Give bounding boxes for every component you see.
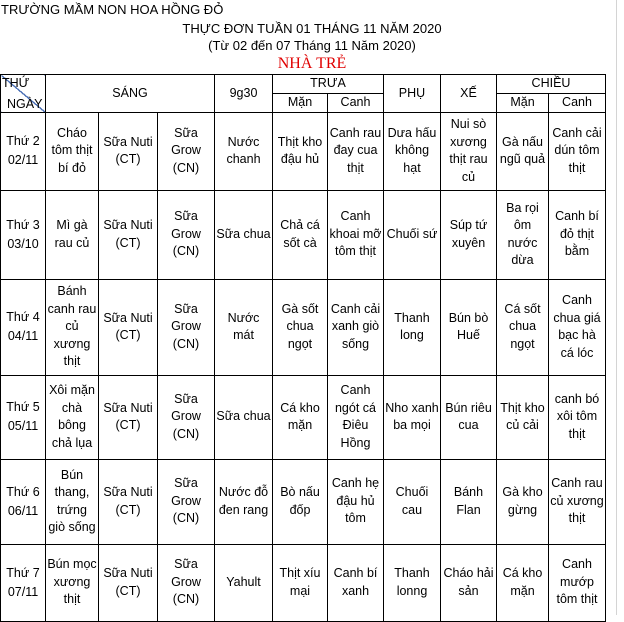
col-header-xe: XẾ [441,75,497,113]
col-header-chieu: CHIỀU [497,75,606,94]
cell-sang-milk-cn: Sữa Grow (CN) [158,544,215,621]
cell-sang-milk-cn: Sữa Grow (CN) [158,375,215,459]
day-cell [1,544,46,621]
day-date: 02/11 [7,153,39,167]
cell-sang-milk-ct: Sữa Nuti (CT) [99,112,158,190]
cell-trua-canh: Canh cải xanh giò sống [328,279,384,375]
cell-phu: Thanh lonng [384,544,441,621]
cell-chieu-canh: Canh bí đỏ thịt bằm [549,190,606,279]
cell-trua-man: Thịt kho đậu hủ [273,112,328,190]
subheader-chieu-canh: Canh [549,93,606,112]
day-date: 07/11 [7,584,39,599]
cell-chieu-canh: Canh chua giá bạc hà cá lóc [549,279,606,375]
table-row [1,459,606,544]
cell-trua-canh: Canh bí xanh [328,544,384,621]
sheet-gridline [616,0,617,615]
cell-chieu-man: Cá kho mặn [497,544,549,621]
cell-trua-canh: Canh khoai mỡ tôm thịt [328,190,384,279]
cell-xe: Cháo hải sản [441,544,497,621]
cell-chieu-canh: canh bó xôi tôm thịt [549,375,606,459]
day-name: Thứ 3 [6,217,40,232]
day-cell [1,190,46,279]
cell-chieu-canh: Canh rau củ xương thịt [549,459,606,544]
school-name: TRƯỜNG MẦM NON HOA HỒNG ĐỎ [1,2,224,17]
menu-title: THỰC ĐƠN TUẦN 01 THÁNG 11 NĂM 2020 [182,21,442,36]
cell-9g30: Nước đỗ đen rang [215,459,273,544]
subheader-chieu-man: Mặn [497,93,549,112]
cell-chieu-canh: Canh mướp tôm thịt [549,544,606,621]
day-cell [1,279,46,375]
table-row [1,279,606,375]
cell-trua-man: Gà sốt chua ngọt [273,279,328,375]
cell-sang-milk-cn: Sữa Grow (CN) [158,190,215,279]
cell-sang-dish: Mì gà rau củ [46,190,99,279]
corner-bottom-label: NGÀY [7,96,43,111]
cell-chieu-man: Gà kho gừng [497,459,549,544]
table-row [1,544,606,621]
day-name: Thứ 4 [6,310,40,324]
cell-trua-man: Chả cá sốt cà [273,190,328,279]
subheader-trua-man: Mặn [273,93,328,112]
col-header-9g30: 9g30 [215,75,273,113]
header-row [1,75,606,94]
day-name: Thứ 7 [6,565,40,580]
cell-trua-man: Cá kho mặn [273,375,328,459]
day-cell [1,375,46,459]
corner-top-label: THỨ [2,76,30,90]
cell-9g30: Nước chanh [215,112,273,190]
cell-phu: Thanh long [384,279,441,375]
cell-phu: Chuối cau [384,459,441,544]
cell-chieu-man: Gà nấu ngũ quả [497,112,549,190]
subheader-trua-canh: Canh [328,93,384,112]
cell-sang-milk-cn: Sữa Grow (CN) [158,459,215,544]
cell-xe: Bánh Flan [441,459,497,544]
cell-sang-milk-cn: Sữa Grow (CN) [158,112,215,190]
cell-sang-milk-cn: Sữa Grow (CN) [158,279,215,375]
cell-chieu-man: Cá sốt chua ngọt [497,279,549,375]
cell-phu: Nho xanh ba mọi [384,375,441,459]
day-date: 03/10 [7,236,39,251]
col-header-sang: SÁNG [46,75,215,113]
cell-trua-man: Bò nấu đốp [273,459,328,544]
cell-trua-canh: Canh hẹ đậu hủ tôm [328,459,384,544]
cell-xe: Bún bò Huế [441,279,497,375]
table-row [1,112,606,190]
cell-9g30: Sữa chua [215,190,273,279]
col-header-phu: PHỤ [384,75,441,113]
cell-trua-canh: Canh ngót cá Điêu Hồng [328,375,384,459]
day-cell [1,112,46,190]
cell-chieu-man: Ba rọi ôm nước dừa [497,190,549,279]
cell-chieu-man: Thịt kho củ cải [497,375,549,459]
cell-phu: Dưa hấu không hạt [384,112,441,190]
cell-xe: Nui sò xương thịt rau củ [441,112,497,190]
cell-trua-canh: Canh rau đay cua thịt [328,112,384,190]
cell-xe: Súp tứ xuyên [441,190,497,279]
group-title: NHÀ TRẺ [277,55,347,72]
day-cell [1,459,46,544]
col-header-trua: TRƯA [273,75,384,94]
day-name: Thứ 2 [6,134,40,148]
cell-sang-milk-ct: Sữa Nuti (CT) [99,190,158,279]
cell-sang-dish: Bánh canh rau củ xương thịt [46,279,99,375]
cell-9g30: Nước mát [215,279,273,375]
day-name: Thứ 5 [6,400,40,414]
cell-9g30: Sữa chua [215,375,273,459]
day-name: Thứ 6 [6,484,40,499]
cell-sang-milk-ct: Sữa Nuti (CT) [99,279,158,375]
table-row [1,190,606,279]
cell-sang-milk-ct: Sữa Nuti (CT) [99,544,158,621]
cell-sang-dish: Cháo tôm thịt bí đỏ [46,112,99,190]
cell-sang-milk-ct: Sữa Nuti (CT) [99,375,158,459]
day-date: 06/11 [7,503,39,518]
cell-sang-dish: Bún mọc xương thịt [46,544,99,621]
corner-cell [1,75,46,113]
cell-sang-dish: Bún thang, trứng giò sống [46,459,99,544]
day-date: 04/11 [7,329,39,343]
cell-xe: Bún riêu cua [441,375,497,459]
table-row [1,375,606,459]
weekly-menu-table [0,74,606,622]
cell-sang-milk-ct: Sữa Nuti (CT) [99,459,158,544]
menu-date-range: (Từ 02 đến 07 Tháng 11 Năm 2020) [208,38,416,53]
cell-9g30: Yahult [215,544,273,621]
cell-trua-man: Thịt xíu mại [273,544,328,621]
day-date: 05/11 [7,419,39,433]
cell-sang-dish: Xôi mặn chà bông chả lụa [46,375,99,459]
cell-phu: Chuối sứ [384,190,441,279]
cell-chieu-canh: Canh cải dún tôm thịt [549,112,606,190]
